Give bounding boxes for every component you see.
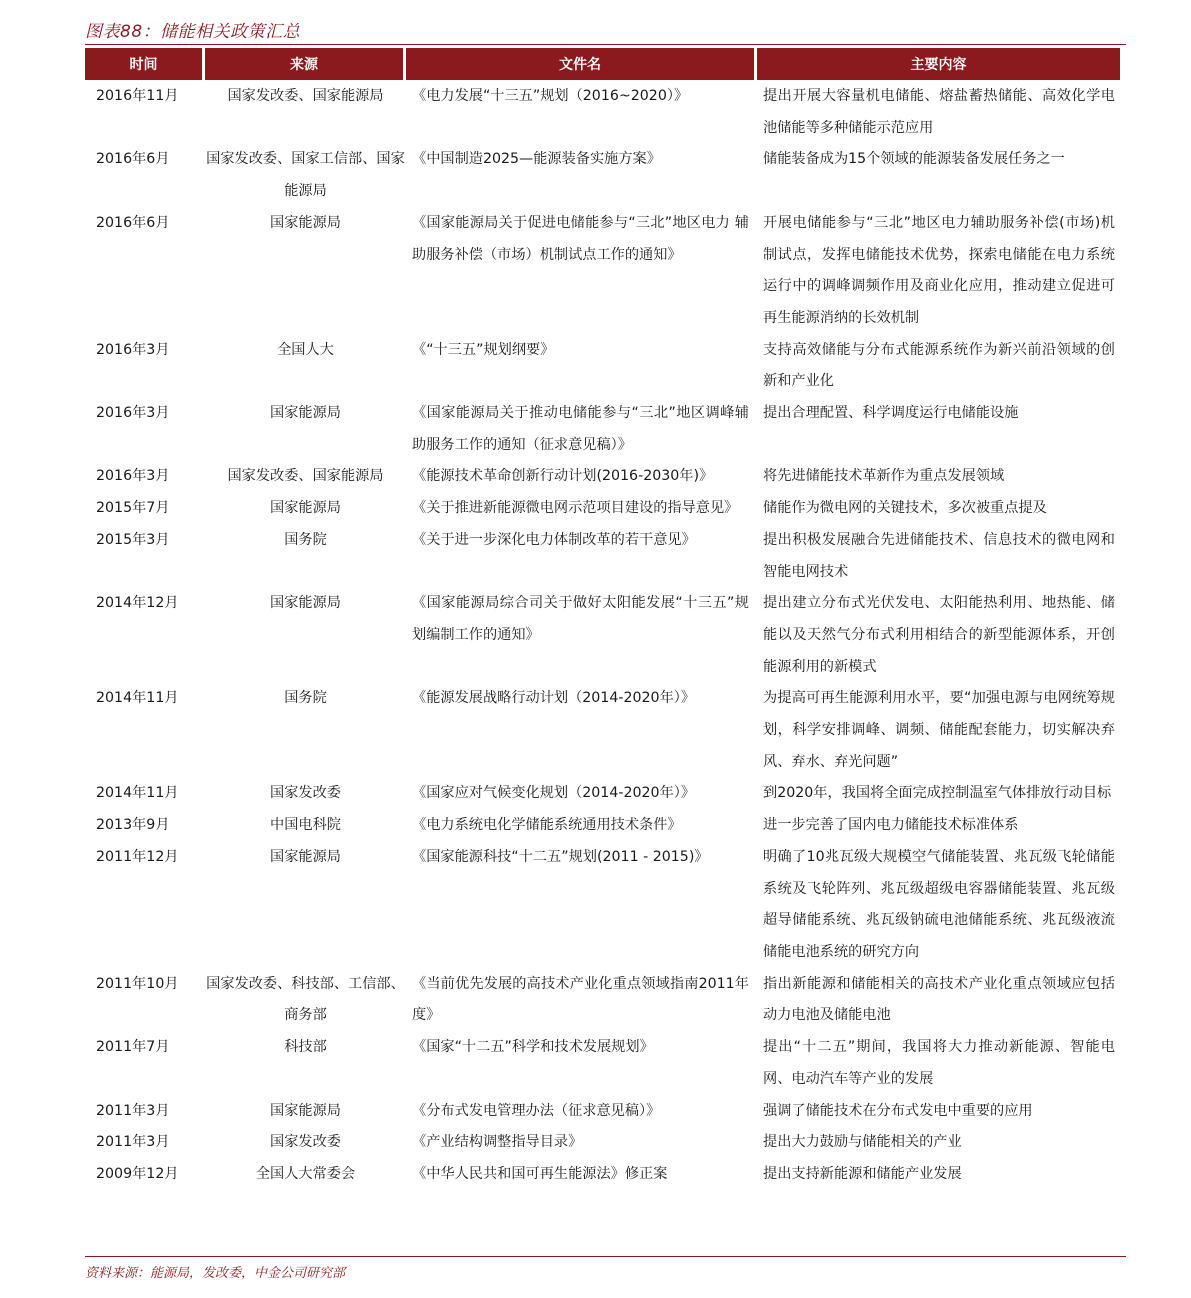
cell-document: 《国家能源局关于推动电储能参与“三北”地区调峰辅助服务工作的通知（征求意见稿）》 [412, 405, 749, 453]
cell-document: 《国家能源局关于促进电储能参与“三北”地区电力 辅助服务补偿（市场）机制试点工作的通知》 [412, 214, 749, 263]
cell-document: 《分布式发电管理办法（征求意见稿）》 [412, 1102, 661, 1119]
cell-document: 《国家能源科技“十二五”规划(2011 - 2015)》 [412, 848, 709, 865]
cell-document: 《能源技术革命创新行动计划(2016-2030年)》 [412, 468, 714, 485]
cell-content: 提出合理配置、科学调度运行电储能设施 [763, 405, 1019, 422]
cell-document: 《国家能源局综合司关于做好太阳能发展“十三五”规划编制工作的通知》 [412, 595, 749, 643]
cell-time: 2016年11月 [96, 88, 179, 104]
cell-time: 2016年3月 [96, 341, 170, 358]
cell-content: 指出新能源和储能相关的高技术产业化重点领域应包括动力电池及储能电池 [763, 975, 1115, 1024]
table-row [85, 81, 1126, 144]
table-row [85, 588, 1126, 683]
table-row [85, 335, 1126, 398]
cell-source: 国家能源局 [270, 595, 341, 612]
cell-time: 2016年6月 [96, 214, 170, 231]
cell-source: 国家发改委、国家能源局 [227, 88, 384, 104]
cell-source: 国家发改委、国家能源局 [227, 468, 384, 485]
cell-source: 国家发改委、国家工信部、国家能源局 [206, 151, 405, 200]
header-source: 来源 [205, 48, 403, 80]
cell-content: 明确了10兆瓦级大规模空气储能装置、兆瓦级飞轮储能系统及飞轮阵列、兆瓦级超级电容器储能装置、兆瓦级超导储能系统、兆瓦级钠硫电池储能系统、兆瓦级液流储能电池系统的研究方向 [763, 848, 1115, 960]
cell-source: 国家发改委、科技部、工信部、商务部 [206, 975, 405, 1024]
cell-time: 2014年12月 [96, 595, 179, 612]
cell-source: 国务院 [284, 690, 327, 707]
cell-content: 进一步完善了国内电力储能技术标准体系 [763, 817, 1019, 834]
table-body [85, 81, 1126, 1191]
cell-document: 《国家“十二五”科学和技术发展规划》 [412, 1039, 654, 1056]
cell-time: 2014年11月 [96, 785, 179, 802]
cell-document: 《关于推进新能源微电网示范项目建设的指导意见》 [412, 500, 739, 517]
table-row [85, 208, 1126, 335]
table-row [85, 969, 1126, 1032]
cell-document: 《国家应对气候变化规划（2014-2020年）》 [412, 785, 696, 802]
table-row [85, 683, 1126, 778]
table-row [85, 461, 1126, 493]
cell-source: 全国人大常委会 [255, 1165, 356, 1182]
cell-document: 《中国制造2025—能源装备实施方案》 [412, 151, 661, 168]
cell-source: 国家发改委 [270, 785, 341, 802]
cell-time: 2011年3月 [96, 1134, 170, 1151]
cell-source: 中国电科院 [270, 817, 341, 834]
cell-source: 国家能源局 [270, 214, 341, 231]
cell-document: 《产业结构调整指导目录》 [412, 1134, 583, 1151]
cell-time: 2016年6月 [96, 151, 170, 168]
figure-title: 图表88：储能相关政策汇总 [85, 22, 301, 42]
header-document: 文件名 [406, 48, 754, 80]
cell-content: 到2020年，我国将全面完成控制温室气体排放行动目标 [763, 785, 1112, 802]
top-rule [85, 44, 1126, 45]
cell-document: 《能源发展战略行动计划（2014-2020年）》 [412, 690, 696, 707]
cell-source: 国家发改委 [270, 1134, 341, 1151]
cell-time: 2011年7月 [96, 1039, 170, 1056]
cell-content: 提出积极发展融合先进储能技术、信息技术的微电网和智能电网技术 [763, 531, 1115, 580]
cell-document: 《电力发展“十三五”规划（2016~2020）》 [412, 88, 689, 104]
cell-source: 国家能源局 [270, 1102, 341, 1119]
cell-time: 2011年3月 [96, 1102, 170, 1119]
cell-content: 提出支持新能源和储能产业发展 [763, 1165, 962, 1182]
cell-content: 支持高效储能与分布式能源系统作为新兴前沿领域的创新和产业化 [763, 341, 1115, 390]
cell-source: 全国人大 [277, 341, 334, 358]
cell-content: 强调了储能技术在分布式发电中重要的应用 [763, 1102, 1033, 1119]
cell-content: 提出大力鼓励与储能相关的产业 [763, 1134, 962, 1151]
cell-source: 科技部 [284, 1039, 327, 1056]
table-row [85, 525, 1126, 588]
source-note: 资料来源：能源局，发改委，中金公司研究部 [85, 1266, 346, 1281]
cell-content: 储能作为微电网的关键技术，多次被重点提及 [763, 500, 1047, 517]
table-row [85, 1127, 1126, 1159]
cell-content: 储能装备成为15个领域的能源装备发展任务之一 [763, 151, 1065, 168]
cell-document: 《当前优先发展的高技术产业化重点领域指南2011年度》 [412, 975, 749, 1024]
cell-source: 国家能源局 [270, 848, 341, 865]
cell-document: 《电力系统电化学储能系统通用技术条件》 [412, 817, 682, 834]
table-row [85, 1159, 1126, 1191]
cell-document: 《中华人民共和国可再生能源法》修正案 [412, 1165, 668, 1182]
cell-time: 2015年7月 [96, 500, 170, 517]
table-row [85, 1032, 1126, 1095]
cell-time: 2016年3月 [96, 405, 170, 422]
table-row [85, 493, 1126, 525]
cell-time: 2009年12月 [96, 1165, 179, 1182]
cell-time: 2011年10月 [96, 975, 179, 992]
cell-source: 国务院 [284, 531, 327, 548]
cell-document: 《“十三五”规划纲要》 [412, 341, 555, 358]
table-row [85, 1096, 1126, 1128]
cell-time: 2014年11月 [96, 690, 179, 707]
cell-time: 2016年3月 [96, 468, 170, 485]
cell-time: 2015年3月 [96, 531, 170, 548]
bottom-rule [85, 1256, 1126, 1257]
table-row [85, 810, 1126, 842]
table-row [85, 842, 1126, 969]
header-time: 时间 [85, 48, 202, 80]
cell-content: 开展电储能参与“三北”地区电力辅助服务补偿(市场)机制试点，发挥电储能技术优势，探索电储能在电力系统运行中的调峰调频作用及商业化应用，推动建立促进可再生能源消纳的长效机制 [763, 214, 1115, 326]
table-header [85, 48, 1120, 80]
table-row [85, 398, 1126, 461]
header-content: 主要内容 [757, 48, 1120, 80]
cell-time: 2011年12月 [96, 848, 179, 865]
cell-time: 2013年9月 [96, 817, 170, 834]
cell-content: 提出建立分布式光伏发电、太阳能热利用、地热能、储能以及天然气分布式利用相结合的新型能源体系，开创能源利用的新模式 [763, 595, 1115, 675]
cell-content: 提出开展大容量机电储能、熔盐蓄热储能、高效化学电池储能等多种储能示范应用 [763, 88, 1115, 136]
cell-source: 国家能源局 [270, 500, 341, 517]
cell-content: 提出“十二五”期间，我国将大力推动新能源、智能电网、电动汽车等产业的发展 [763, 1039, 1115, 1087]
cell-source: 国家能源局 [270, 405, 341, 422]
cell-content: 将先进储能技术革新作为重点发展领域 [763, 468, 1005, 485]
table-row [85, 144, 1126, 207]
cell-document: 《关于进一步深化电力体制改革的若干意见》 [412, 531, 696, 548]
cell-content: 为提高可再生能源利用水平，要“加强电源与电网统筹规划，科学安排调峰、调频、储能配套能力，切实解决弃风、弃水、弃光问题” [763, 690, 1115, 770]
table-row [85, 778, 1126, 810]
